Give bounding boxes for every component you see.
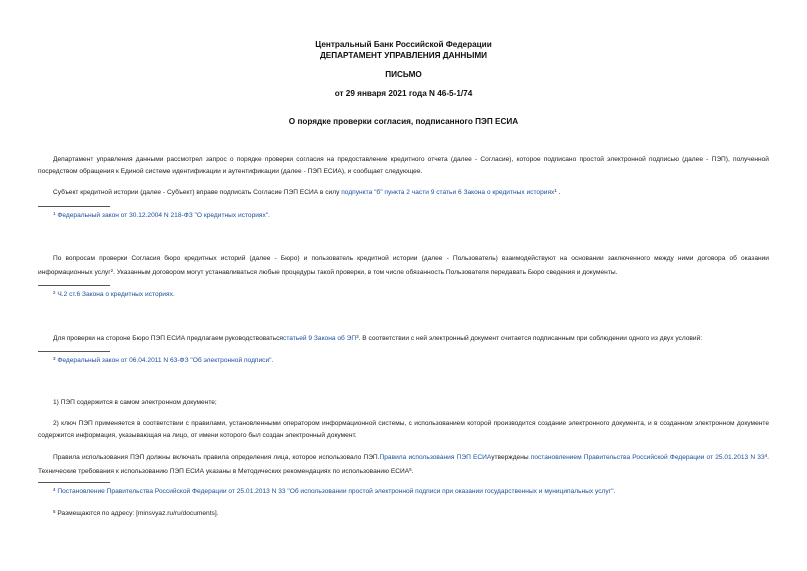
- paragraph-7: [38, 450, 769, 477]
- bank-name: Центральный Банк Российской Федерации: [315, 40, 492, 49]
- paragraph-4-text: Для проверки на стороне Бюро ПЭП ЕСИА предлагаем руководствоваться: [53, 335, 284, 342]
- footnote-2-link[interactable]: Ч.2 ст.6 Закона о кредитных историях.: [57, 291, 175, 298]
- paragraph-1-text: Департамент управления данными рассмотрел запрос о порядке проверки согласия на предоставление кредитного отчета (далее - Согласие), которое подписано простой электронной подписью (далее - ПЭП), полученной посредством обращения к Единой системе идентификации и аутентификации (далее - ПЭП ЕСИА), и сообщает следующее.: [38, 156, 769, 175]
- paragraph-7-mid2: . Технические требования к использованию ПЭП ЕСИА указаны в Методических рекомендациях по использованию ЕСИА: [38, 454, 770, 475]
- footnote-separator: [38, 285, 110, 286]
- footnote-3-link[interactable]: Федеральный закон от 06.04.2011 N 63-ФЗ "Об электронной подписи".: [57, 357, 274, 364]
- paragraph-1: [38, 154, 769, 177]
- footnote-ref-3[interactable]: 3: [356, 334, 359, 339]
- document-subject: О порядке проверки согласия, подписанного ПЭП ЕСИА: [288, 117, 519, 126]
- government-decree-link[interactable]: постановлением Правительства Российской Федерации от 25.01.2013 N 33: [530, 454, 765, 461]
- footnote-2: [53, 288, 175, 300]
- footnote-1-link[interactable]: Федеральный закон от 30.12.2004 N 218-ФЗ "О кредитных историях".: [57, 212, 270, 219]
- footnote-ref-5[interactable]: 5: [409, 466, 412, 472]
- footnote-1: [53, 209, 270, 221]
- footnote-ref-4[interactable]: 4: [764, 453, 768, 458]
- footnote-5: [53, 507, 219, 519]
- paragraph-7-mid: утверждены: [491, 454, 531, 461]
- footnote-5-text: Размещаются по адресу: [minsvyaz.ru/ru/documents].: [57, 510, 219, 517]
- law-credit-history-link[interactable]: подпункта "б" пункта 2 части 9 статьи 6 Закона о кредитных историях: [341, 189, 555, 196]
- document-type: ПИСЬМО: [385, 70, 422, 79]
- paragraph-6: [38, 418, 769, 441]
- footnote-ref-2[interactable]: 2: [110, 267, 114, 273]
- footnote-separator: [38, 482, 110, 483]
- footnote-separator: [38, 206, 110, 207]
- footnote-2-number: 2: [53, 290, 56, 295]
- document-date-number: от 29 января 2021 года N 46-5-1/74: [334, 89, 473, 98]
- footnote-4: [53, 485, 615, 497]
- footnote-4-number: 4: [53, 487, 56, 492]
- paragraph-5: [38, 397, 769, 409]
- paragraph-5-text: 1) ПЭП содержится в самом электронном документе;: [53, 399, 217, 406]
- law-esignature-article-link[interactable]: статьей 9 Закона об ЭП: [283, 335, 357, 342]
- paragraph-3-end: . Указанным договором могут устанавливаться любые процедуры такой проверки, в том числе обязанность Пользователя передавать Бюро сведения и документы.: [113, 268, 618, 276]
- footnote-5-number: 5: [53, 509, 56, 514]
- footnote-ref-1[interactable]: 1: [554, 188, 557, 193]
- paragraph-2: [38, 185, 769, 199]
- footnote-1-number: 1: [53, 211, 56, 216]
- paragraph-4-end: . В соответствии с ней электронный документ считается подписанным при соблюдении одного из двух условий:: [358, 335, 703, 342]
- paragraph-6-text: 2) ключ ПЭП применяется в соответствии с правилами, установленными оператором информационной системы, с использованием которой производится создание электронного документа, и в созданном электронном документе содержится информация, указывающая на лицо, от имени которого был создан электронный документ.: [38, 420, 769, 439]
- footnote-separator: [38, 351, 110, 352]
- paragraph-3-text: По вопросам проверки Согласия бюро кредитных историй (далее - Бюро) и пользователь кредитной истории (далее - Пользователь) взаимодействуют на основании заключенного между ними договора об оказании информационных услуг: [38, 255, 769, 276]
- department-name: ДЕПАРТАМЕНТ УПРАВЛЕНИЯ ДАННЫМИ: [319, 51, 488, 60]
- paragraph-2-end: .: [556, 189, 561, 196]
- esia-rules-link[interactable]: Правила использования ПЭП ЕСИА: [379, 454, 492, 461]
- footnote-4-link[interactable]: Постановление Правительства Российской Федерации от 25.01.2013 N 33 "Об использовании простой электронной подписи при оказании государственных и муниципальных услуг".: [57, 488, 616, 495]
- paragraph-7-end: .: [411, 467, 414, 475]
- footnote-3-number: 3: [53, 356, 56, 361]
- footnote-3: [53, 354, 273, 366]
- paragraph-7-text: Правила использования ПЭП должны включать правила определения лица, которое использовало ПЭП.: [53, 454, 380, 461]
- paragraph-2-text: Субъект кредитной истории (далее - Субъект) вправе подписать Согласие ПЭП ЕСИА в силу: [53, 189, 342, 196]
- paragraph-3: [38, 253, 769, 278]
- paragraph-4: [38, 331, 769, 345]
